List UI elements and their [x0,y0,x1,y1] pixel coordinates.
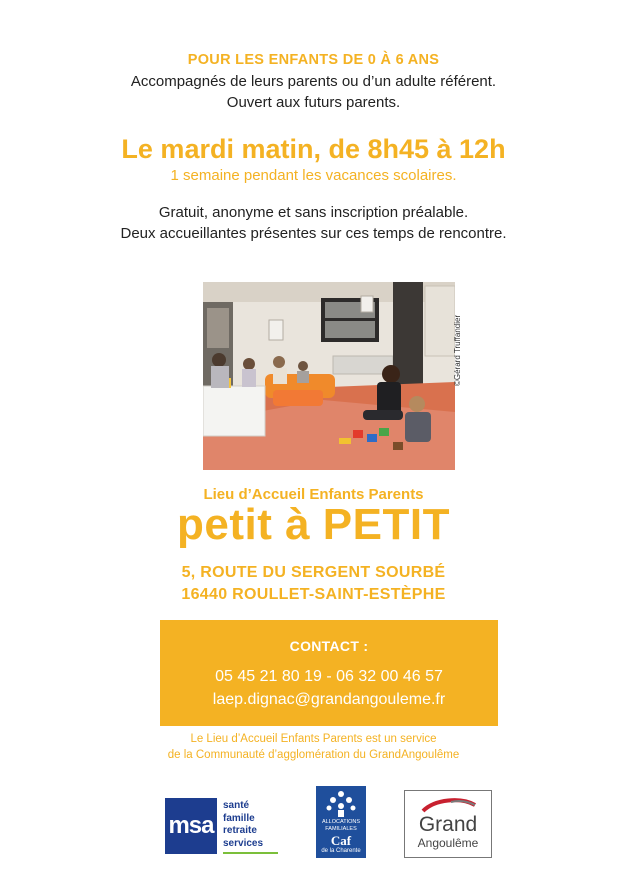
grand-angouleme-line-2: Angoulême [417,836,479,850]
playroom-photo [203,282,455,470]
caf-sub: de la Charente [321,848,361,854]
caf-line-1: ALLOCATIONS [321,819,361,825]
service-note-line-1: Le Lieu d’Accueil Enfants Parents est un service [190,733,437,745]
place-type: Lieu d’Accueil Enfants Parents [203,486,424,503]
place-name: petit à PETIT [177,500,450,549]
grand-angouleme-swoosh-icon [421,797,477,813]
msa-line-2: famille [223,812,255,824]
caf-logo [316,786,366,858]
contact-title: CONTACT : [289,638,369,654]
service-note-line-2: de la Communauté d’agglomération du GrandAngoulême [167,749,460,761]
audience-line-1: Accompagnés de leurs parents ou d’un adulte référent. [130,73,497,90]
contact-box [160,620,498,726]
audience-line-2: Ouvert aux futurs parents. [226,94,401,111]
info-line-2: Deux accueillantes présentes sur ces temps de rencontre. [120,225,507,242]
address-line-2: 16440 ROULLET-SAINT-ESTÈPHE [181,586,446,603]
address-line-1: 5, ROUTE DU SERGENT SOURBÉ [181,564,446,581]
schedule-title: Le mardi matin, de 8h45 à 12h [121,134,506,164]
caf-name: Caf [330,833,352,848]
caf-line-2: FAMILIALES [325,825,357,832]
msa-line-3: retraite [223,825,257,836]
msa-line-1: santé [223,800,250,811]
audience-title: POUR LES ENFANTS DE 0 À 6 ANS [187,52,440,68]
schedule-subtitle: 1 semaine pendant les vacances scolaires. [170,167,457,184]
msa-line-4: services [223,837,264,849]
info-line-1: Gratuit, anonyme et sans inscription préalable. [158,204,469,221]
contact-email[interactable]: laep.dignac@grandangouleme.fr [212,691,446,708]
contact-phones[interactable]: 05 45 21 80 19 - 06 32 00 46 57 [215,668,443,685]
msa-mark: msa [165,798,217,854]
msa-logo [165,798,280,854]
grand-angouleme-logo [404,790,492,858]
caf-people-icon [325,790,357,818]
photo-credit: ©Gérard Truffandier [453,314,462,386]
grand-angouleme-line-1: Grand [418,813,478,836]
